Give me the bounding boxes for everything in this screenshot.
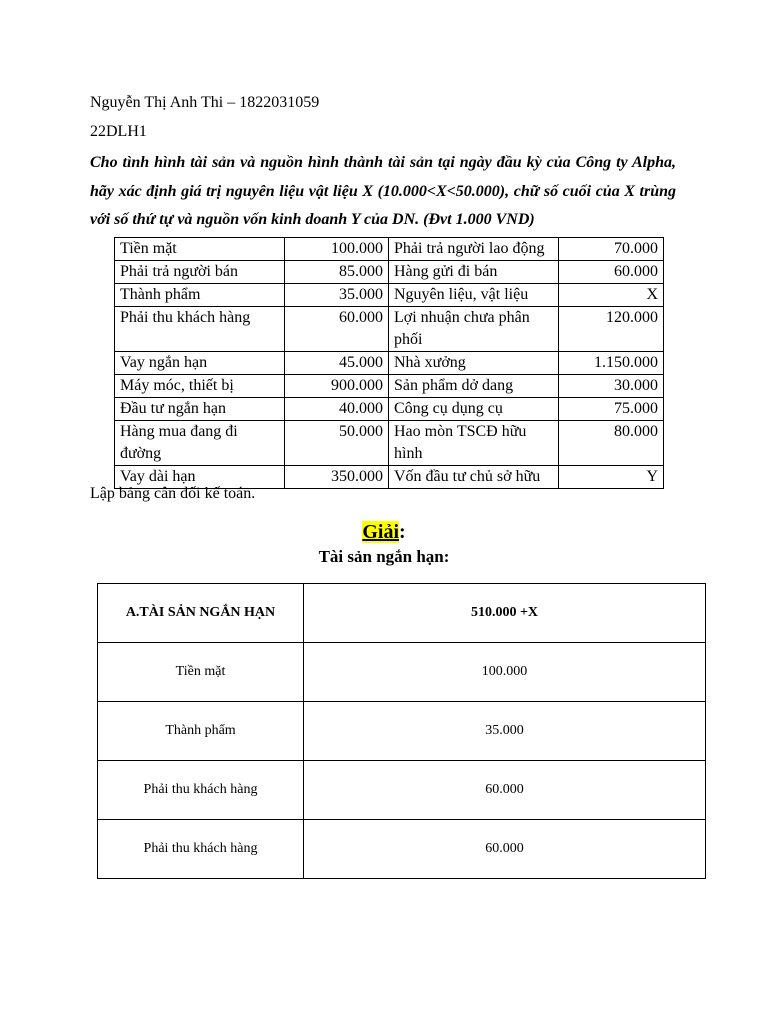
asset-value: 350.000 bbox=[285, 466, 389, 489]
item-label: Hao mòn TSCĐ hữu hình bbox=[389, 421, 559, 466]
author-line: Nguyễn Thị Anh Thi – 1822031059 bbox=[90, 94, 320, 111]
table-row bbox=[115, 261, 664, 284]
solution-colon: : bbox=[399, 521, 406, 543]
asset-value: 35.000 bbox=[285, 284, 389, 307]
item-label: Phải trả người lao động bbox=[389, 238, 559, 261]
problem-statement: Cho tình hình tài sản và nguồn hình thành tài sản tại ngày đầu kỳ của Công ty Alpha, hãy xác định giá trị nguyên liệu vật liệu X (10.000<X<50.000), chữ số cuối của X trùng với số thứ tự và nguồn vốn kinh doanh Y của DN. (Đvt 1.000 VND) bbox=[90, 154, 676, 228]
item-value: 120.000 bbox=[559, 307, 664, 352]
asset-value: 85.000 bbox=[285, 261, 389, 284]
asset-label: Tiền mặt bbox=[115, 238, 285, 261]
table-row bbox=[98, 820, 706, 879]
asset-label: Vay ngắn hạn bbox=[115, 352, 285, 375]
asset-value: 60.000 bbox=[304, 761, 706, 820]
asset-value: 60.000 bbox=[285, 307, 389, 352]
solution-heading bbox=[0, 520, 768, 544]
asset-label: Phải thu khách hàng bbox=[98, 820, 304, 879]
asset-value: 60.000 bbox=[304, 820, 706, 879]
item-value: 1.150.000 bbox=[559, 352, 664, 375]
asset-value: 45.000 bbox=[285, 352, 389, 375]
asset-value: 100.000 bbox=[285, 238, 389, 261]
asset-label: Thành phẩm bbox=[115, 284, 285, 307]
asset-value: 100.000 bbox=[304, 643, 706, 702]
item-label: Sản phẩm dở dang bbox=[389, 375, 559, 398]
table-row bbox=[115, 421, 664, 466]
asset-label: Máy móc, thiết bị bbox=[115, 375, 285, 398]
table-row bbox=[115, 284, 664, 307]
item-value: 70.000 bbox=[559, 238, 664, 261]
section-subtitle: Tài sản ngắn hạn: bbox=[318, 547, 450, 566]
item-label: Nguyên liệu, vật liệu bbox=[389, 284, 559, 307]
item-label: Hàng gửi đi bán bbox=[389, 261, 559, 284]
item-label: Nhà xưởng bbox=[389, 352, 559, 375]
table-row bbox=[115, 375, 664, 398]
item-value: 75.000 bbox=[559, 398, 664, 421]
table-row bbox=[98, 702, 706, 761]
asset-label: Hàng mua đang đi đường bbox=[115, 421, 285, 466]
short-term-assets-table bbox=[97, 583, 706, 879]
asset-value: 35.000 bbox=[304, 702, 706, 761]
table-row bbox=[115, 307, 664, 352]
asset-label: Phải thu khách hàng bbox=[98, 761, 304, 820]
asset-label: Phải trả người bán bbox=[115, 261, 285, 284]
asset-label: Vay dài hạn bbox=[115, 466, 285, 489]
asset-label: Thành phẩm bbox=[98, 702, 304, 761]
asset-value: 50.000 bbox=[285, 421, 389, 466]
item-value: 30.000 bbox=[559, 375, 664, 398]
table-row bbox=[98, 643, 706, 702]
asset-label: Đầu tư ngắn hạn bbox=[115, 398, 285, 421]
table-row bbox=[115, 398, 664, 421]
class-code: 22DLH1 bbox=[90, 123, 147, 140]
instruction-text: Lập bảng cân đối kế toán. bbox=[90, 485, 256, 502]
given-data-table bbox=[114, 237, 664, 489]
table-row bbox=[98, 761, 706, 820]
item-label: Công cụ dụng cụ bbox=[389, 398, 559, 421]
asset-label: Tiền mặt bbox=[98, 643, 304, 702]
table-row bbox=[115, 352, 664, 375]
asset-value: 900.000 bbox=[285, 375, 389, 398]
section-label: A.TÀI SẢN NGẮN HẠN bbox=[98, 584, 304, 643]
item-value: 80.000 bbox=[559, 421, 664, 466]
item-value: 60.000 bbox=[559, 261, 664, 284]
solution-title: Giải bbox=[362, 521, 399, 543]
table-header-row bbox=[98, 584, 706, 643]
table-row bbox=[115, 238, 664, 261]
item-label: Vốn đầu tư chủ sở hữu bbox=[389, 466, 559, 489]
item-value: X bbox=[559, 284, 664, 307]
item-label: Lợi nhuận chưa phân phối bbox=[389, 307, 559, 352]
asset-value: 40.000 bbox=[285, 398, 389, 421]
section-total: 510.000 +X bbox=[304, 584, 706, 643]
asset-label: Phải thu khách hàng bbox=[115, 307, 285, 352]
item-value: Y bbox=[559, 466, 664, 489]
